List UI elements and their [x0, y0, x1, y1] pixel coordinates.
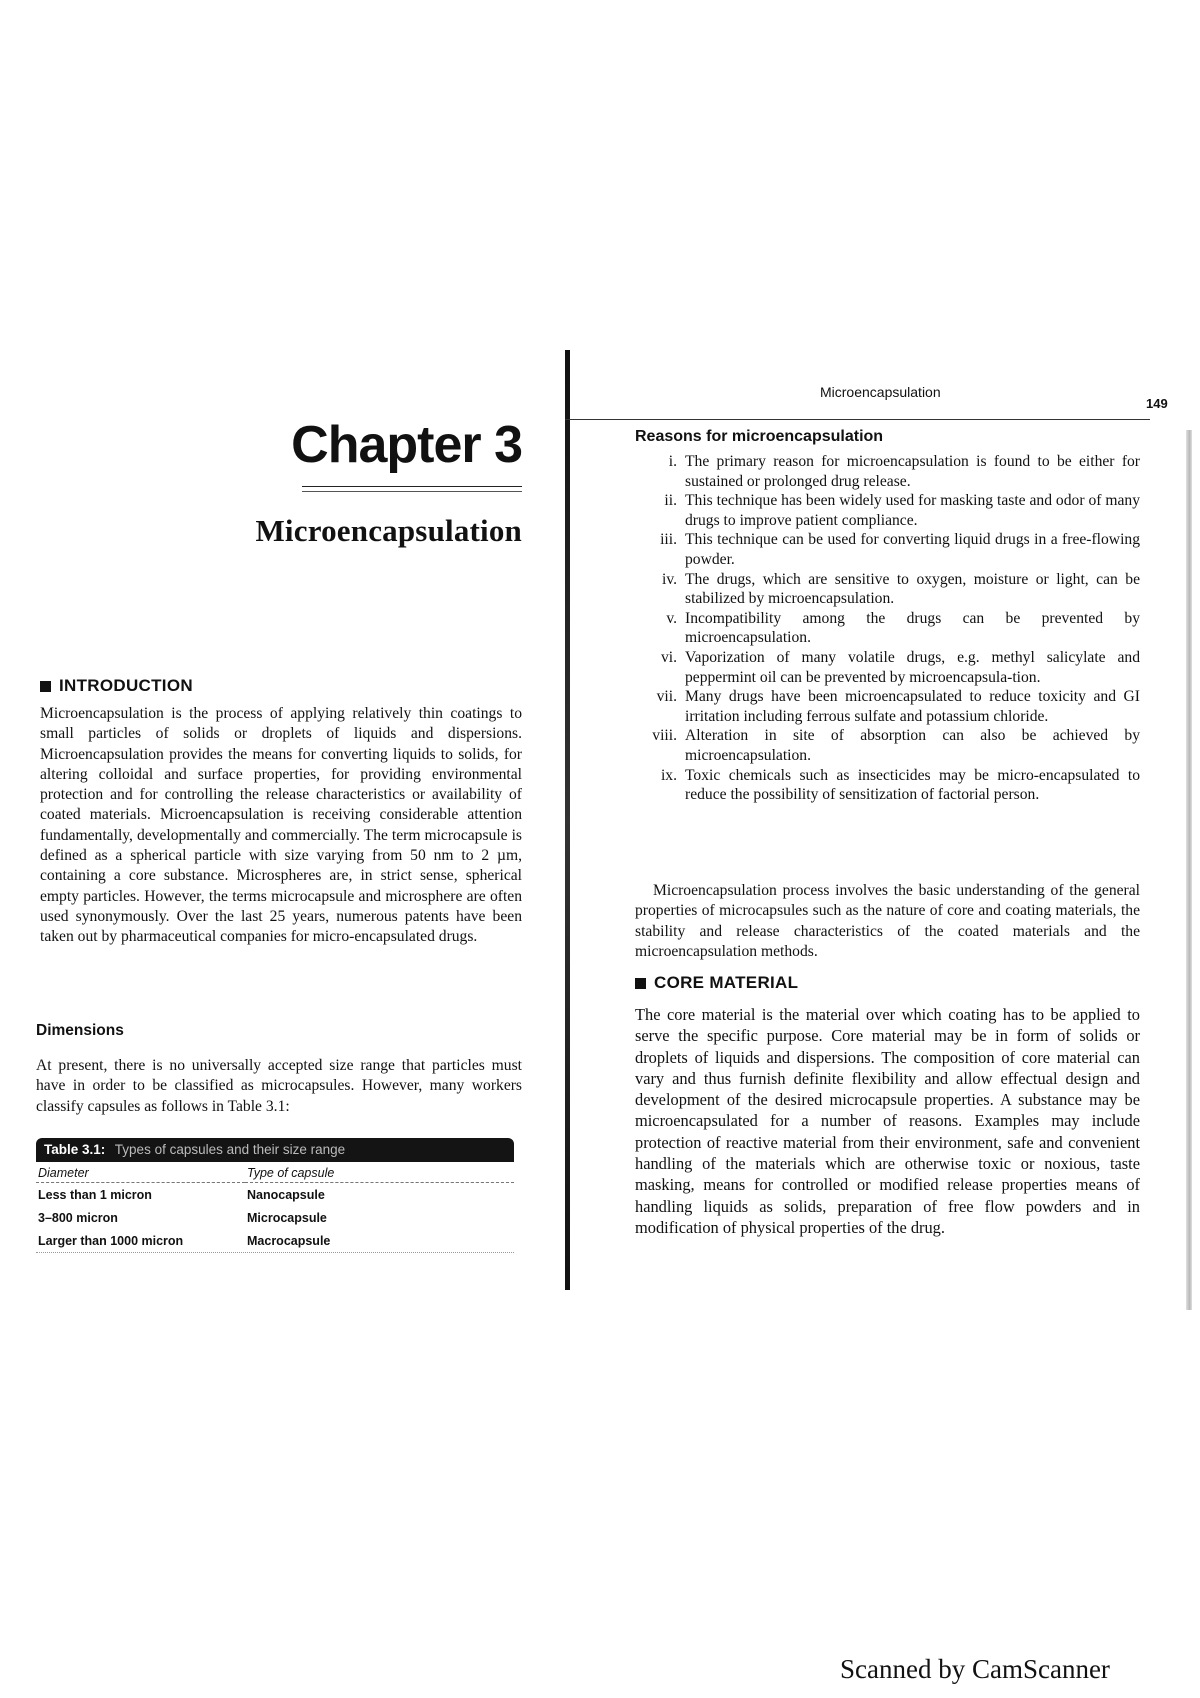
chapter-title-rule	[302, 486, 522, 492]
list-item-numeral: vi.	[660, 648, 677, 666]
list-item-text: The drugs, which are sensitive to oxygen, moisture or light, can be stabilized by microencapsulation.	[685, 570, 1140, 608]
list-item-numeral: ix.	[660, 766, 677, 784]
table-cell-diameter: Less than 1 micron	[38, 1188, 152, 1202]
list-item	[635, 452, 1140, 491]
core-material-heading	[635, 973, 1140, 993]
introduction-heading-label: INTRODUCTION	[59, 676, 193, 695]
page-edge-shadow	[1186, 430, 1192, 1310]
table-caption-text: Types of capsules and their size range	[114, 1142, 346, 1157]
size-table	[36, 1162, 514, 1252]
reasons-heading: Reasons for microencapsulation	[635, 428, 884, 445]
introduction-heading	[40, 676, 520, 696]
table-row	[36, 1229, 514, 1252]
list-item-text: Vaporization of many volatile drugs, e.g. methyl salicylate and peppermint oil can be prevented by microencapsula-tion.	[685, 648, 1140, 686]
list-item-numeral: i.	[668, 453, 677, 470]
list-item-text: This technique has been widely used for masking taste and odor of many drugs to improve patient compliance.	[685, 492, 1140, 529]
table-cell-diameter: 3–800 micron	[38, 1211, 118, 1225]
list-item	[635, 726, 1140, 765]
reasons-summary-paragraph: Microencapsulation process involves the basic understanding of the general properties of microcapsules such as the nature of core and coating materials, the stability and release characteristics of the coated materials and the microencapsulation methods.	[635, 882, 1140, 960]
list-item	[635, 648, 1140, 687]
list-item-text: Incompatibility among the drugs can be prevented by microencapsulation.	[685, 609, 1140, 647]
table-header-capsule-type: Type of capsule	[245, 1162, 514, 1183]
section-bullet-icon	[40, 681, 51, 692]
table-cell-capsule-type: Nanocapsule	[247, 1188, 325, 1202]
table-header-diameter: Diameter	[36, 1162, 245, 1183]
list-item-numeral: iii.	[660, 531, 677, 549]
scanner-watermark: Scanned by CamScanner	[840, 1654, 1110, 1684]
table-caption-label: Table 3.1:	[44, 1142, 106, 1157]
list-item-text: Many drugs have been microencapsulated to reduce toxicity and GI irritation including ferrous sulfate and potassium chloride.	[685, 688, 1140, 725]
dimensions-paragraph: At present, there is no universally accepted size range that particles must have in order to be classified as microcapsules. However, many workers classify capsules as follows in Table 3.1:	[36, 1057, 522, 1115]
core-material-paragraph: The core material is the material over which coating has to be applied to serve the specific purpose. Core material may be in form of solids or droplets of liquids and dispersions. The composition of core material can vary and thus furnish definite flexibility and allow effectual design and development of the desired microcapsule properties. A substance may be microencapsulated for a number of reasons. Examples may include protection of reactive material from their environment, safe and convenient handling of the materials which are otherwise toxic or noxious, taste masking, means for controlled or modified release properties means of handling liquids as solids, preparation of free flow powders and in modification of physical properties of the drug.	[635, 1005, 1140, 1237]
list-item-text: The primary reason for microencapsulation is found to be either for sustained or prolonged drug release.	[685, 453, 1140, 490]
page-gutter-divider	[565, 350, 570, 1290]
table-caption	[36, 1138, 514, 1162]
introduction-paragraph: Microencapsulation is the process of applying relatively thin coatings to small particles of solids or droplets of liquids and dispersions. Microencapsulation provides the means for converting liquids to solids, for altering colloidal and surface properties, for providing environmental protection and for controlling the release characteristics or availability of coated materials. Microencapsulation is receiving considerable attention fundamentally, developmentally and commercially. The term microcapsule is defined as a spherical particle with size varying from 50 nm to 2 µm, containing a core substance. Microspheres are, in strict sense, spherical empty particles. However, the terms microcapsule and microsphere are often used synonymously. Over the last 25 years, numerous patents have been taken out by pharmaceutical companies for micro-encapsulated drugs.	[40, 705, 522, 946]
core-material-heading-label: CORE MATERIAL	[654, 973, 799, 992]
list-item	[635, 491, 1140, 530]
section-bullet-icon	[635, 978, 646, 989]
table-row	[36, 1183, 514, 1207]
list-item-numeral: v.	[666, 609, 677, 627]
page-number: 149	[1146, 396, 1168, 411]
list-item-numeral: vii.	[656, 688, 677, 706]
chapter-title: Chapter 3	[291, 416, 522, 474]
list-item-text: Alteration in site of absorption can also be achieved by microencapsulation.	[685, 727, 1140, 764]
header-rule	[565, 419, 1150, 420]
chapter-subtitle: Microencapsulation	[255, 513, 522, 548]
list-item	[635, 766, 1140, 805]
list-item-text: This technique can be used for converting liquid drugs in a free-flowing powder.	[685, 531, 1140, 568]
list-item-numeral: iv.	[661, 570, 677, 588]
table-header-row	[36, 1162, 514, 1183]
list-item	[635, 687, 1140, 726]
table-cell-capsule-type: Macrocapsule	[247, 1234, 331, 1248]
running-head: Microencapsulation	[820, 384, 941, 400]
list-item	[635, 530, 1140, 569]
dimensions-heading: Dimensions	[36, 1022, 124, 1039]
list-item-text: Toxic chemicals such as insecticides may be micro-encapsulated to reduce the possibility of sensitization of factorial person.	[685, 766, 1140, 804]
table-cell-diameter: Larger than 1000 micron	[38, 1234, 184, 1248]
table-cell-capsule-type: Microcapsule	[247, 1211, 327, 1225]
capsule-size-table	[36, 1138, 514, 1253]
list-item-numeral: ii.	[664, 492, 677, 510]
table-row	[36, 1206, 514, 1229]
reasons-list	[635, 452, 1140, 805]
list-item	[635, 609, 1140, 648]
list-item-numeral: viii.	[652, 727, 677, 745]
list-item	[635, 570, 1140, 609]
